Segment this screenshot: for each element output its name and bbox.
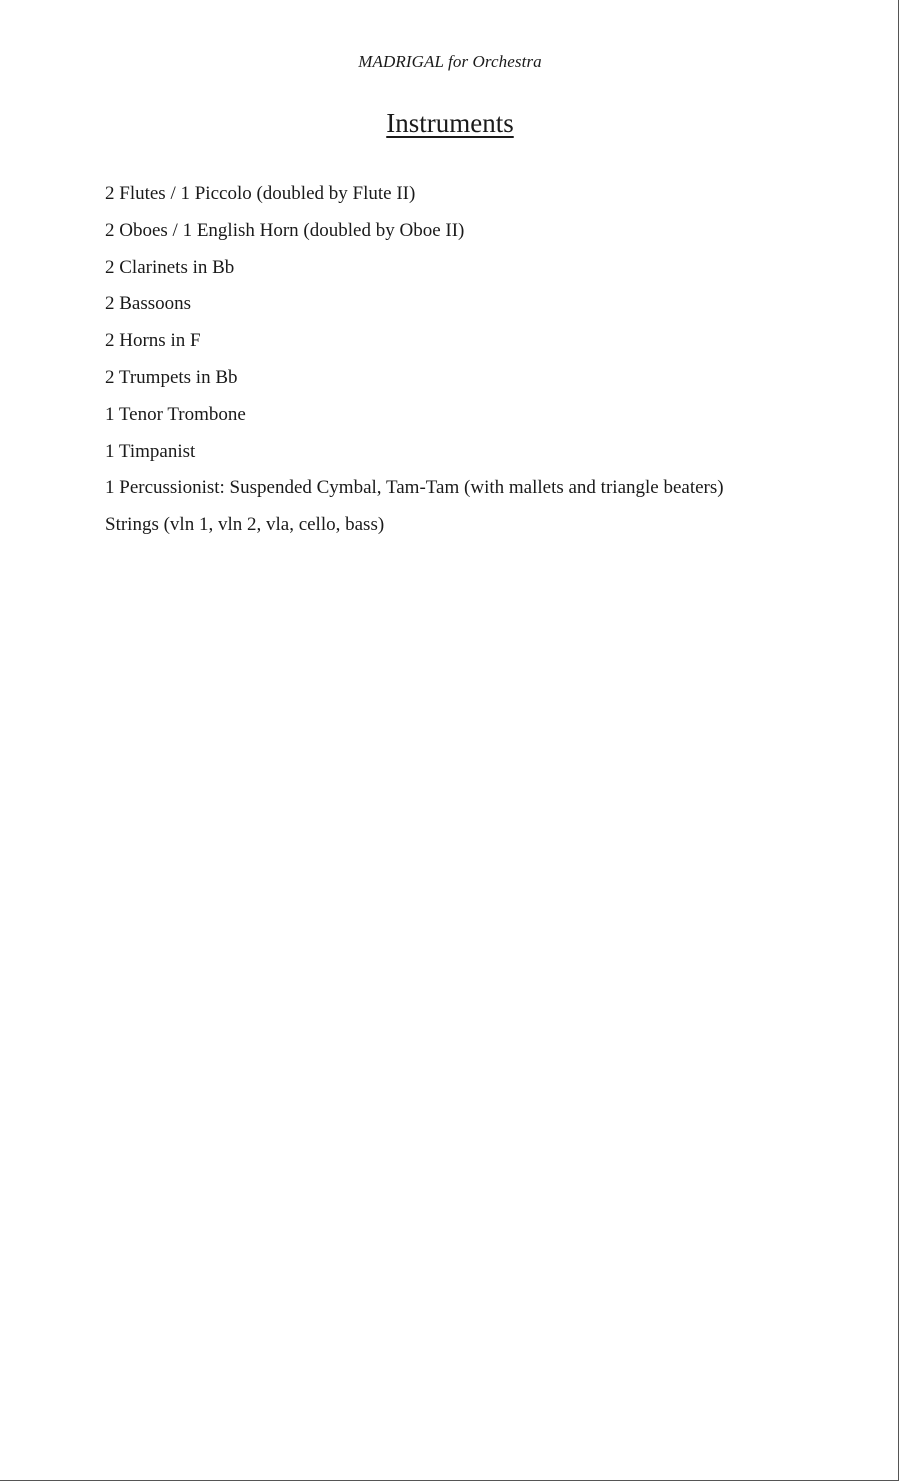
instrument-item-trombone: 1 Tenor Trombone	[105, 403, 246, 425]
page-title	[0, 106, 900, 140]
page-title-text: Instruments	[386, 108, 514, 138]
instrument-item-trumpets: 2 Trumpets in Bb	[105, 366, 238, 388]
running-header: MADRIGAL for Orchestra	[358, 52, 542, 71]
instrument-item-timpanist: 1 Timpanist	[105, 440, 196, 462]
instrument-item-percussionist: 1 Percussionist: Suspended Cymbal, Tam-Tam (with mallets and triangle beaters)	[105, 477, 724, 499]
instrument-item-oboes: 2 Oboes / 1 English Horn (doubled by Oboe II)	[105, 219, 465, 241]
instrument-item-bassoons: 2 Bassoons	[105, 293, 192, 315]
instrument-item-flutes: 2 Flutes / 1 Piccolo (doubled by Flute II)	[105, 183, 416, 204]
instrument-item-clarinets: 2 Clarinets in Bb	[105, 256, 235, 278]
instrument-list	[105, 176, 724, 544]
instrument-item-strings: Strings (vln 1, vln 2, vla, cello, bass)	[105, 514, 385, 536]
instrument-item-horns: 2 Horns in F	[105, 330, 201, 352]
